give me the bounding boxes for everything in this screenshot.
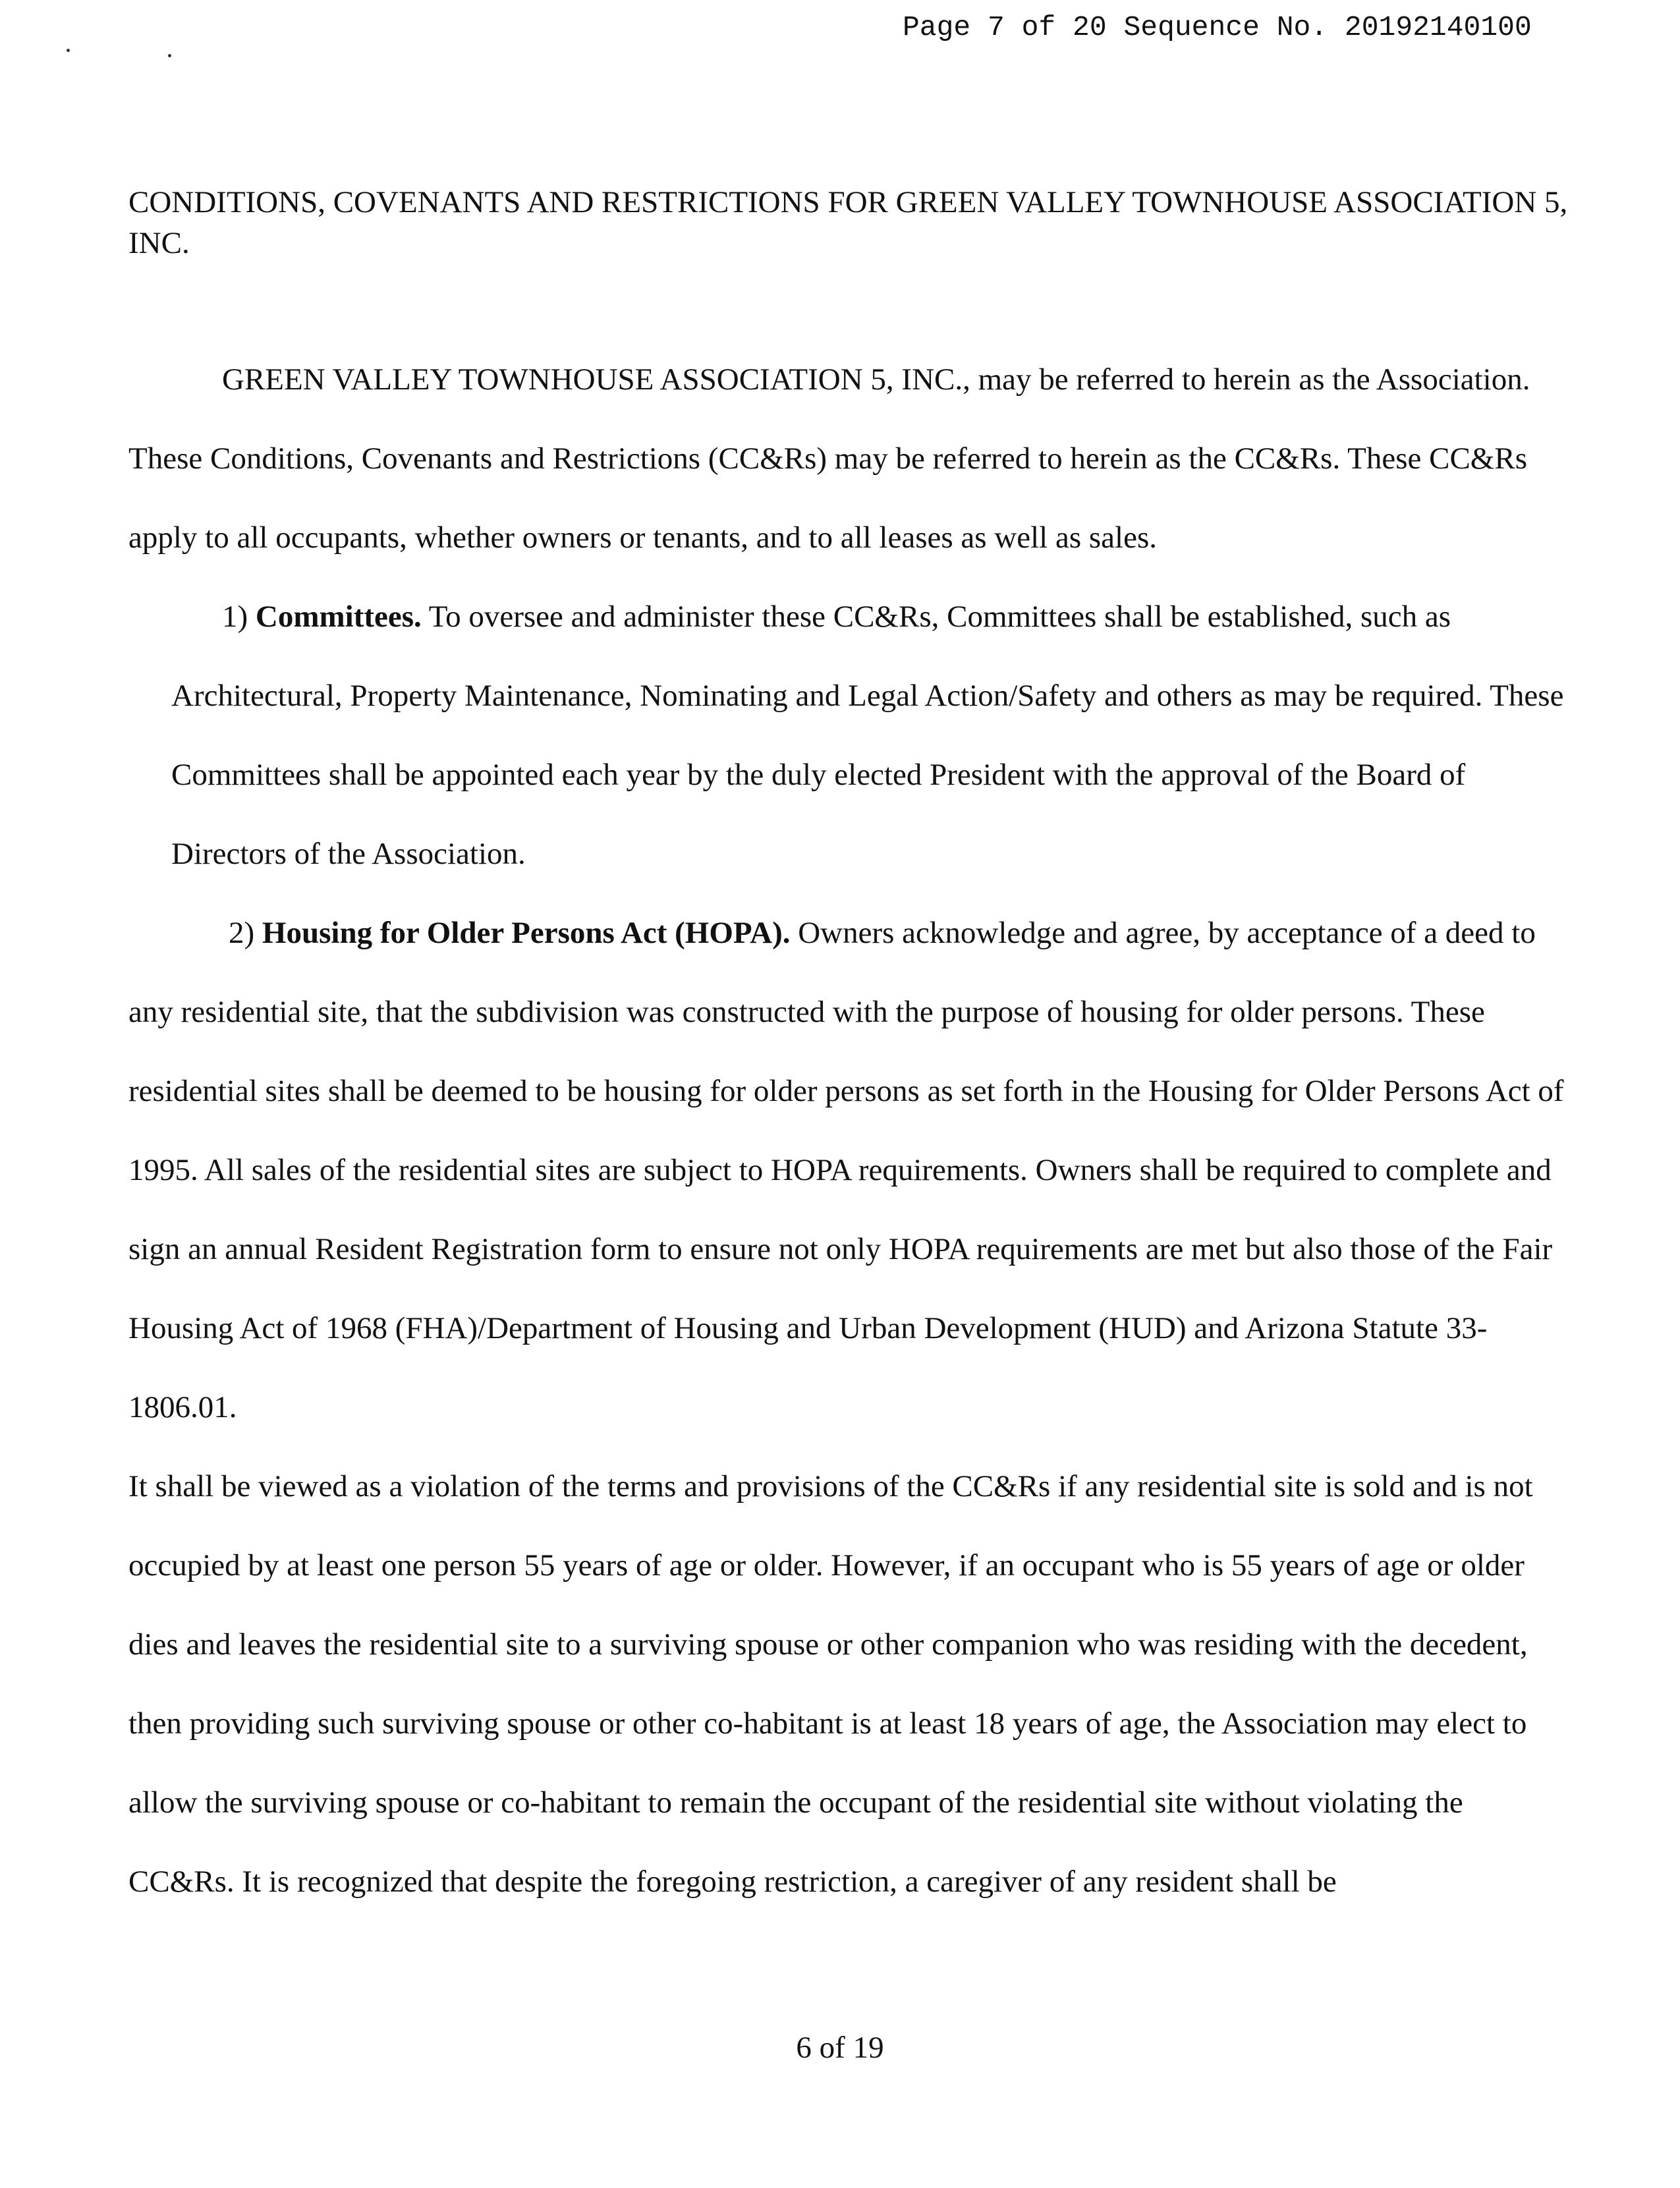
section-hopa: [128, 893, 1565, 1447]
scan-speck: [67, 49, 70, 52]
section-text: Owners acknowledge and agree, by acceptance of a deed to any residential site, that the subdivision was constructed with the purpose of housing for older persons. These residential sites shall be deemed to be housing for older persons as set forth in the Housing for Older Persons Act of 1995. All sales of the residential sites are subject to HOPA requirements. Owners shall be required to complete and sign an annual Resident Registration form to ensure not only HOPA requirements are met but also those of the Fair Housing Act of 1968 (FHA)/Department of Housing and Urban Development (HUD) and Arizona Statute 33-1806.01.: [128, 916, 1564, 1424]
document-body: [128, 340, 1565, 1921]
section-heading: Housing for Older Persons Act (HOPA).: [262, 916, 791, 950]
document-title: CONDITIONS, COVENANTS AND RESTRICTIONS FOR GREEN VALLEY TOWNHOUSE ASSOCIATION 5, INC.: [128, 185, 1568, 260]
scan-speck: [168, 54, 171, 57]
page-number: 6 of 19: [796, 2031, 884, 2065]
fax-header-stamp: Page 7 of 20 Sequence No. 20192140100: [903, 11, 1532, 43]
section-number: 2): [229, 916, 255, 950]
section-number: 1): [222, 600, 248, 634]
section-heading: Committees.: [255, 600, 422, 634]
section-committees: [128, 577, 1565, 893]
continuation-paragraph: It shall be viewed as a violation of the terms and provisions of the CC&Rs if any residential site is sold and is not occupied by at least one person 55 years of age or older. However, if an occupant who is 55 years of age or older dies and leaves the residential site to a surviving spouse or other companion who was residing with the decedent, then providing such surviving spouse or other co-habitant is at least 18 years of age, the Association may elect to allow the surviving spouse or co-habitant to remain the occupant of the residential site without violating the CC&Rs. It is recognized that despite the foregoing restriction, a caregiver of any resident shall be: [128, 1469, 1533, 1899]
section-text: To oversee and administer these CC&Rs, Committees shall be established, such as Architectural, Property Maintenance, Nominating and Legal Action/Safety and others as may be required. These Committees shall be appointed each year by the duly elected President with the approval of the Board of Directors of the Association.: [171, 600, 1564, 871]
intro-paragraph: GREEN VALLEY TOWNHOUSE ASSOCIATION 5, INC., may be referred to herein as the Association. These Conditions, Covenants and Restrictions (CC&Rs) may be referred to herein as the CC&Rs. These CC&Rs apply to all occupants, whether owners or tenants, and to all leases as well as sales.: [128, 362, 1530, 555]
